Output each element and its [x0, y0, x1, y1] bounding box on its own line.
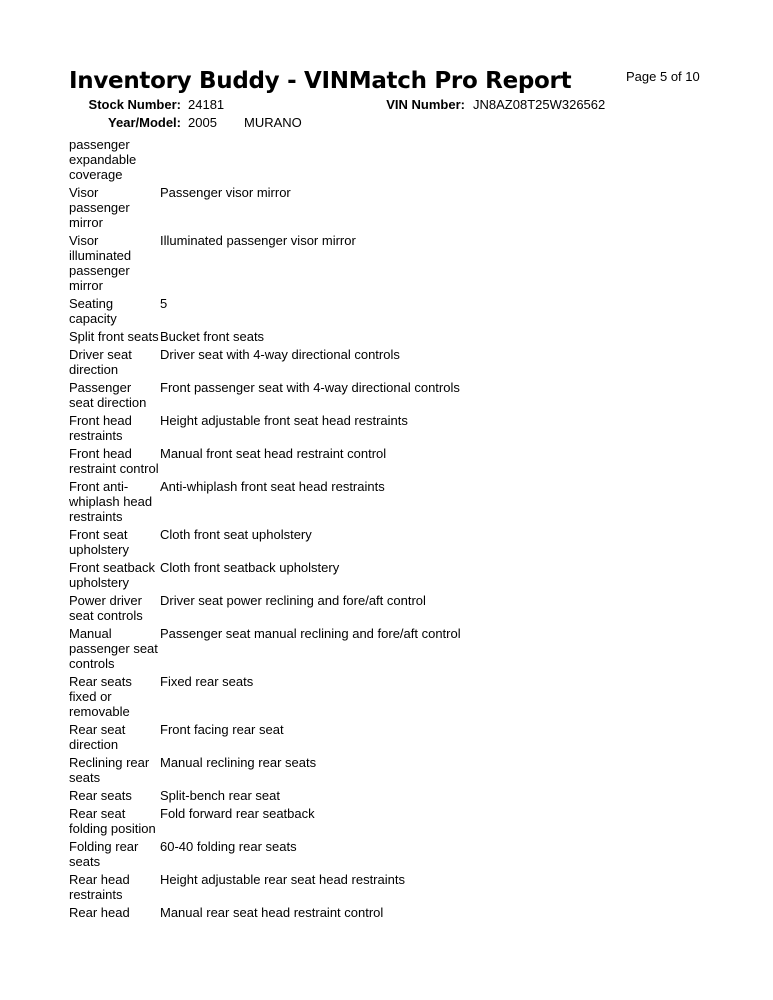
spec-row [69, 527, 709, 557]
spec-label: Rear head [69, 905, 130, 920]
spec-row [69, 755, 709, 785]
spec-row [69, 185, 709, 230]
spec-label: Driver seat direction [69, 347, 132, 377]
stock-number-value: 24181 [188, 97, 225, 112]
spec-value: Anti-whiplash front seat head restraints [160, 479, 385, 494]
spec-row [69, 137, 709, 182]
spec-row [69, 380, 709, 410]
spec-value: 60-40 folding rear seats [160, 839, 297, 854]
spec-value: Passenger visor mirror [160, 185, 291, 200]
spec-label: Rear seat direction [69, 722, 126, 752]
spec-value: Illuminated passenger visor mirror [160, 233, 356, 248]
spec-label: Visor illuminated passenger mirror [69, 233, 132, 293]
spec-label: Seating capacity [69, 296, 117, 326]
spec-row [69, 626, 709, 671]
spec-value: Height adjustable front seat head restraints [160, 413, 408, 428]
spec-value: Fold forward rear seatback [160, 806, 315, 821]
spec-label: Rear head restraints [69, 872, 130, 902]
spec-row [69, 233, 709, 293]
spec-row [69, 593, 709, 623]
spec-value: Driver seat power reclining and fore/aft control [160, 593, 426, 608]
spec-value: Driver seat with 4-way directional controls [160, 347, 400, 362]
spec-row [69, 329, 709, 344]
spec-value: Manual reclining rear seats [160, 755, 317, 770]
spec-label: Front seat upholstery [69, 527, 129, 557]
spec-row [69, 806, 709, 836]
spec-label: Folding rear seats [69, 839, 139, 869]
spec-label: Rear seat folding position [69, 806, 156, 836]
spec-label: Rear seats fixed or removable [69, 674, 132, 719]
spec-value: Split-bench rear seat [160, 788, 280, 803]
year-model-label: Year/Model: [108, 115, 181, 130]
spec-value: Fixed rear seats [160, 674, 254, 689]
spec-row [69, 722, 709, 752]
model-value: MURANO [244, 115, 302, 130]
spec-label: Passenger seat direction [69, 380, 147, 410]
spec-value: Manual rear seat head restraint control [160, 905, 384, 920]
spec-value: Front facing rear seat [160, 722, 284, 737]
spec-row [69, 446, 709, 476]
spec-value: 5 [160, 296, 168, 311]
spec-label: passenger expandable coverage [69, 137, 137, 182]
spec-value: Height adjustable rear seat head restraints [160, 872, 405, 887]
spec-row [69, 905, 709, 920]
vin-number-label: VIN Number: [386, 97, 465, 112]
report-title: Inventory Buddy - VINMatch Pro Report [69, 68, 572, 94]
spec-row [69, 839, 709, 869]
spec-value: Passenger seat manual reclining and fore/aft control [160, 626, 461, 641]
spec-value: Bucket front seats [160, 329, 265, 344]
spec-value: Front passenger seat with 4-way directional controls [160, 380, 460, 395]
stock-number-label: Stock Number: [88, 97, 181, 112]
spec-label: Reclining rear seats [69, 755, 150, 785]
page-number: Page 5 of 10 [626, 69, 700, 84]
spec-value: Cloth front seatback upholstery [160, 560, 340, 575]
spec-label: Front seatback upholstery [69, 560, 155, 590]
spec-label: Split front seats [69, 329, 159, 344]
spec-row [69, 479, 709, 524]
spec-label: Front anti-whiplash head restraints [69, 479, 153, 524]
spec-label: Power driver seat controls [69, 593, 143, 623]
spec-label: Front head restraints [69, 413, 132, 443]
spec-table [69, 137, 709, 923]
spec-row [69, 347, 709, 377]
spec-row [69, 674, 709, 719]
spec-label: Visor passenger mirror [69, 185, 130, 230]
spec-label: Front head restraint control [69, 446, 159, 476]
spec-row [69, 872, 709, 902]
spec-value: Cloth front seat upholstery [160, 527, 312, 542]
spec-row [69, 296, 709, 326]
spec-value: Manual front seat head restraint control [160, 446, 387, 461]
spec-label: Rear seats [69, 788, 132, 803]
spec-row [69, 560, 709, 590]
spec-row [69, 788, 709, 803]
vin-number-value: JN8AZ08T25W326562 [473, 97, 606, 112]
spec-label: Manual passenger seat controls [69, 626, 158, 671]
year-value: 2005 [188, 115, 217, 130]
spec-row [69, 413, 709, 443]
